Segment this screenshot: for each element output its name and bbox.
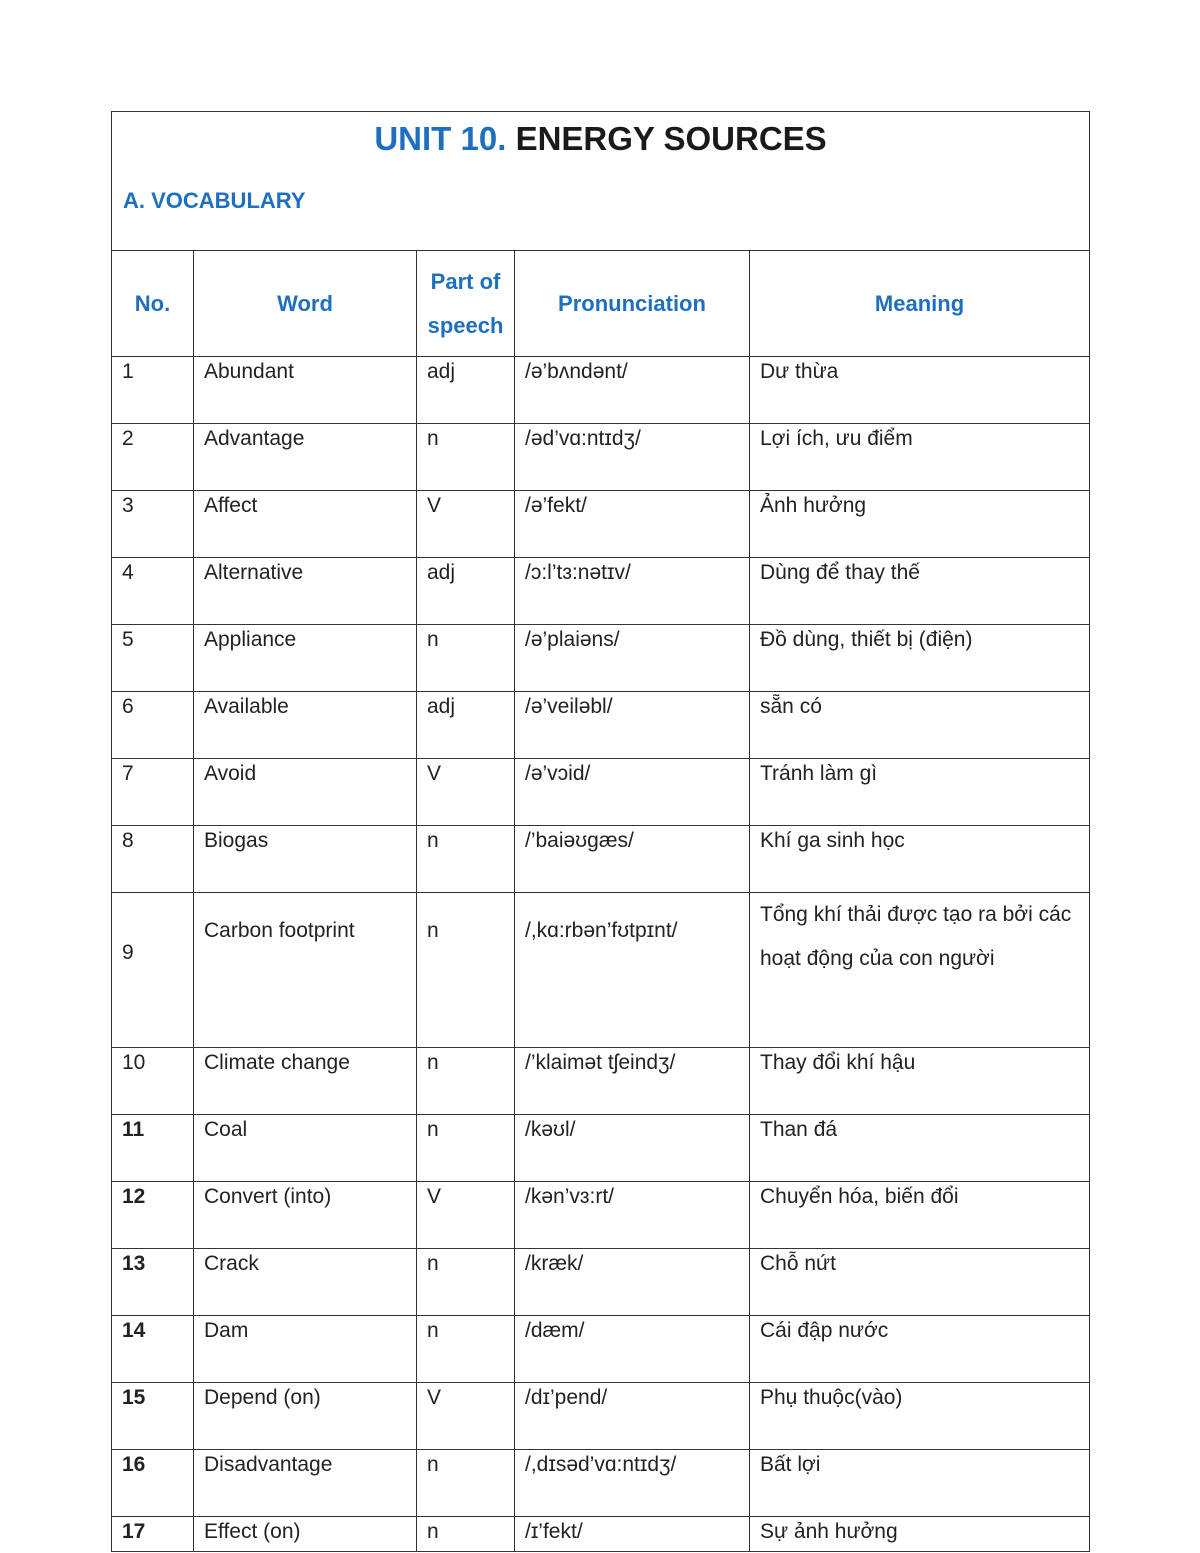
row-word: Dam [194, 1316, 417, 1383]
row-part-of-speech: n [417, 1048, 515, 1115]
row-part-of-speech: V [417, 1383, 515, 1450]
table-row [112, 357, 1090, 424]
table-row [112, 424, 1090, 491]
row-pronunciation: /ə’plaiəns/ [515, 625, 750, 692]
row-meaning: Chỗ nứt [750, 1249, 1090, 1316]
row-word: Effect (on) [194, 1517, 417, 1552]
row-pronunciation: /ɔ:l’tɜ:nətɪv/ [515, 558, 750, 625]
row-pronunciation: /,kɑ:rbən’fʊtpɪnt/ [515, 893, 750, 1048]
vocabulary-sheet [111, 111, 1089, 1552]
header-pronunciation: Pronunciation [515, 251, 750, 357]
row-word: Avoid [194, 759, 417, 826]
row-number: 11 [112, 1115, 194, 1182]
table-row [112, 826, 1090, 893]
header-pos: Part of speech [417, 251, 515, 357]
row-meaning: Bất lợi [750, 1450, 1090, 1517]
unit-topic: ENERGY SOURCES [515, 120, 827, 157]
row-number: 2 [112, 424, 194, 491]
row-word: Advantage [194, 424, 417, 491]
row-part-of-speech: adj [417, 558, 515, 625]
row-word: Available [194, 692, 417, 759]
row-meaning: Dùng để thay thế [750, 558, 1090, 625]
row-pronunciation: /,dɪsəd’vɑ:ntɪdʒ/ [515, 1450, 750, 1517]
row-number: 10 [112, 1048, 194, 1115]
row-meaning: Tổng khí thải được tạo ra bởi các hoạt động của con người [750, 893, 1090, 1048]
row-pronunciation: /dæm/ [515, 1316, 750, 1383]
table-row [112, 893, 1090, 1048]
row-number: 3 [112, 491, 194, 558]
row-part-of-speech: n [417, 1316, 515, 1383]
row-word: Crack [194, 1249, 417, 1316]
row-meaning: Khí ga sinh học [750, 826, 1090, 893]
row-part-of-speech: V [417, 491, 515, 558]
row-meaning: Sự ảnh hưởng [750, 1517, 1090, 1552]
row-pronunciation: /əd’vɑ:ntɪdʒ/ [515, 424, 750, 491]
header-word: Word [194, 251, 417, 357]
row-part-of-speech: adj [417, 357, 515, 424]
row-meaning: Thay đổi khí hậu [750, 1048, 1090, 1115]
row-part-of-speech: V [417, 759, 515, 826]
table-row [112, 1383, 1090, 1450]
row-part-of-speech: n [417, 1517, 515, 1552]
row-part-of-speech: n [417, 1249, 515, 1316]
row-number: 1 [112, 357, 194, 424]
row-meaning: Than đá [750, 1115, 1090, 1182]
row-meaning: Phụ thuộc(vào) [750, 1383, 1090, 1450]
row-number: 16 [112, 1450, 194, 1517]
row-meaning: Lợi ích, ưu điểm [750, 424, 1090, 491]
row-number: 9 [112, 893, 194, 1048]
row-meaning: Tránh làm gì [750, 759, 1090, 826]
title-cell [112, 112, 1090, 251]
row-number: 14 [112, 1316, 194, 1383]
row-pronunciation: /dɪ’pend/ [515, 1383, 750, 1450]
row-meaning: Đồ dùng, thiết bị (điện) [750, 625, 1090, 692]
row-part-of-speech: n [417, 1115, 515, 1182]
row-pronunciation: /ɪ’fekt/ [515, 1517, 750, 1552]
row-meaning: sẵn có [750, 692, 1090, 759]
unit-number: UNIT 10. [374, 120, 507, 157]
row-word: Convert (into) [194, 1182, 417, 1249]
row-meaning: Ảnh hưởng [750, 491, 1090, 558]
row-word: Biogas [194, 826, 417, 893]
row-number: 4 [112, 558, 194, 625]
row-word: Disadvantage [194, 1450, 417, 1517]
row-number: 17 [112, 1517, 194, 1552]
table-row [112, 1517, 1090, 1552]
row-number: 7 [112, 759, 194, 826]
row-pronunciation: /kəʊl/ [515, 1115, 750, 1182]
table-header-row [112, 251, 1090, 357]
row-number: 13 [112, 1249, 194, 1316]
header-meaning: Meaning [750, 251, 1090, 357]
row-part-of-speech: n [417, 1450, 515, 1517]
row-meaning: Cái đập nước [750, 1316, 1090, 1383]
row-number: 8 [112, 826, 194, 893]
table-row [112, 759, 1090, 826]
row-pronunciation: /ə’vɔid/ [515, 759, 750, 826]
row-part-of-speech: n [417, 893, 515, 1048]
row-number: 15 [112, 1383, 194, 1450]
row-number: 6 [112, 692, 194, 759]
table-row [112, 1316, 1090, 1383]
row-meaning: Dư thừa [750, 357, 1090, 424]
row-word: Alternative [194, 558, 417, 625]
row-part-of-speech: adj [417, 692, 515, 759]
row-number: 5 [112, 625, 194, 692]
vocabulary-table [111, 111, 1090, 1552]
row-pronunciation: /kən’vɜ:rt/ [515, 1182, 750, 1249]
table-row [112, 1249, 1090, 1316]
row-pronunciation: /ə’fekt/ [515, 491, 750, 558]
row-word: Depend (on) [194, 1383, 417, 1450]
row-part-of-speech: n [417, 424, 515, 491]
row-part-of-speech: n [417, 625, 515, 692]
row-part-of-speech: n [417, 826, 515, 893]
row-word: Carbon footprint [194, 893, 417, 1048]
section-heading: A. VOCABULARY [123, 188, 306, 213]
row-pronunciation: /kræk/ [515, 1249, 750, 1316]
row-word: Abundant [194, 357, 417, 424]
row-pronunciation: /ə’bʌndənt/ [515, 357, 750, 424]
table-row [112, 558, 1090, 625]
row-part-of-speech: V [417, 1182, 515, 1249]
page-title [112, 120, 1089, 158]
row-meaning: Chuyển hóa, biến đổi [750, 1182, 1090, 1249]
header-no: No. [112, 251, 194, 357]
row-word: Affect [194, 491, 417, 558]
row-pronunciation: /’baiəʊgæs/ [515, 826, 750, 893]
table-row [112, 1115, 1090, 1182]
row-word: Coal [194, 1115, 417, 1182]
table-row [112, 1048, 1090, 1115]
row-number: 12 [112, 1182, 194, 1249]
row-pronunciation: /’klaimət tʃeindʒ/ [515, 1048, 750, 1115]
row-pronunciation: /ə’veiləbl/ [515, 692, 750, 759]
table-row [112, 491, 1090, 558]
table-row [112, 625, 1090, 692]
row-word: Climate change [194, 1048, 417, 1115]
table-row [112, 1182, 1090, 1249]
table-row [112, 1450, 1090, 1517]
table-row [112, 692, 1090, 759]
row-word: Appliance [194, 625, 417, 692]
